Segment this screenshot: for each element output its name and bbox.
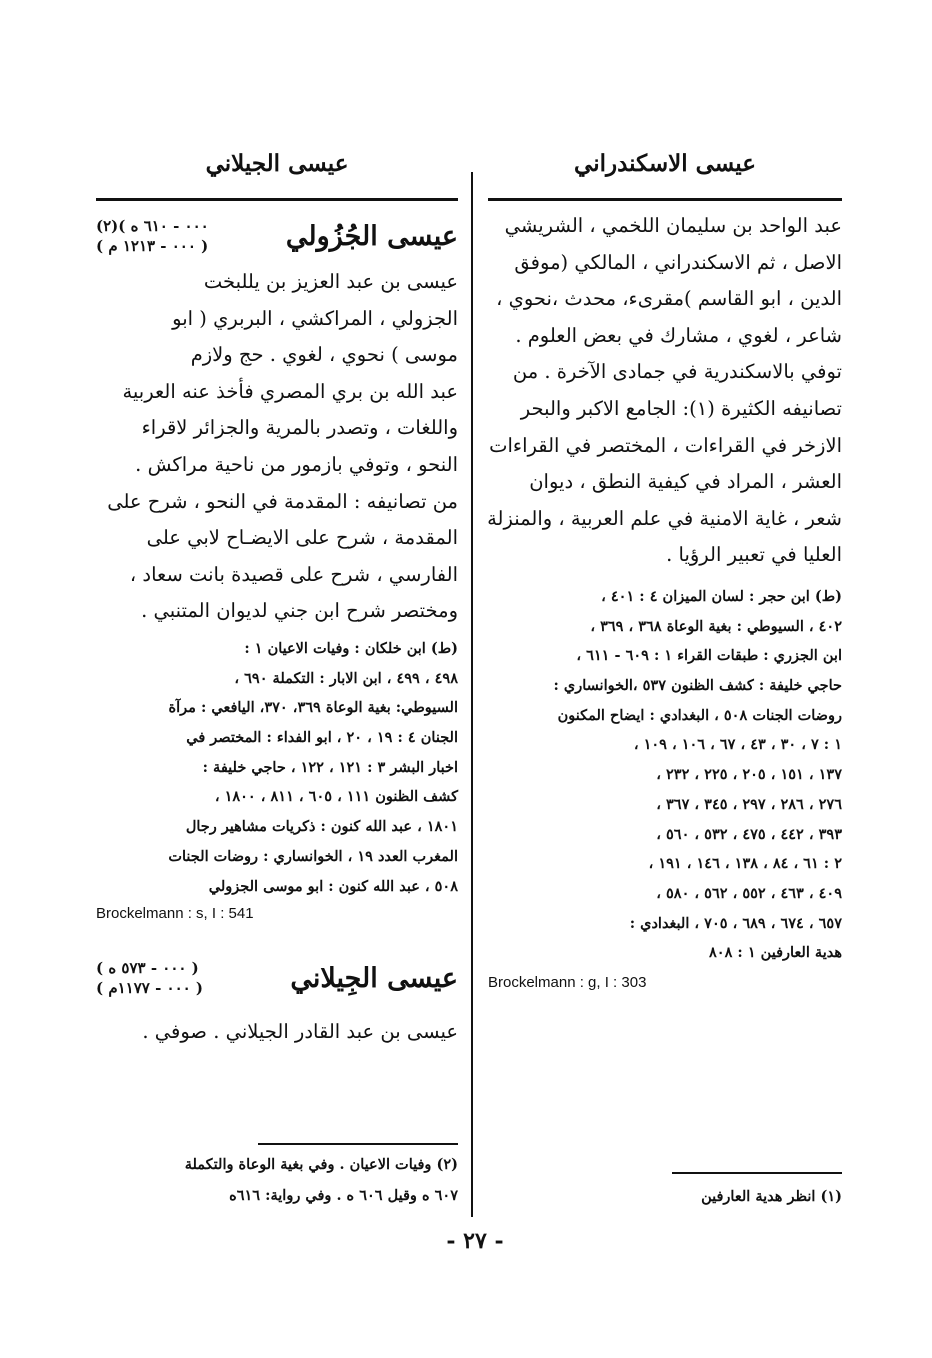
text-line: موسى ) نحوي ، لغوي . حج ولازم <box>190 343 458 367</box>
left-column <box>96 208 458 1051</box>
reference-line: ٦٥٧ ، ٦٧٤ ، ٦٨٩ ، ٧٠٥ ، البغدادي : <box>629 914 842 932</box>
left-column-header: عيسى الجيلاني <box>205 150 349 177</box>
reference-line: ٤٠٢ ، السيوطي : بغية الوعاة ٣٦٨ ، ٣٦٩ ، <box>590 617 842 635</box>
brockelmann-citation: Brockelmann : s, I : 541 <box>96 905 254 923</box>
reference-line: كشف الظنون ١١١ ، ٦٠٥ ، ٨١١ ، ١٨٠٠ ، <box>214 788 458 806</box>
reference-line: (ط) ابن خلكان : وفيات الاعيان ١ : <box>244 639 458 657</box>
text-line: عبد الله بن بري المصري فأخذ عنه العربية <box>122 379 458 403</box>
left-footnote-line: (٢) وفيات الاعيان . وفي بغية الوعاة والتكملة <box>184 1156 458 1173</box>
text-line: شعر ، غاية الامنية في علم العربية ، والمنزلة <box>487 506 842 530</box>
reference-line: هدية العارفين ١ : ٨٠٨ <box>709 944 842 962</box>
reference-line: الجنان ٤ : ١٩ ، ٢٠ ، ابو الفداء : المختصر في <box>186 729 458 747</box>
text-line: المقدمة ، شرح على الايضـاح لابي على <box>146 526 458 550</box>
text-line: عيسى بن عبد العزيز بن يللبخت <box>203 270 458 293</box>
entry-heading <box>96 948 458 1008</box>
text-line: الجزولي ، المراكشي ، البربري ( ابو <box>172 306 458 330</box>
text-line: الاصل ، ثم الاسكندراني ، المالكي (موفق <box>514 250 842 274</box>
text-line: واللغات ، وتصدر بالمرية والجزائر لاقراء <box>141 416 458 440</box>
entry-name: عيسى الجُزُولي <box>285 220 458 252</box>
text-line: عيسى بن عبد القادر الجيلاني . صوفي . <box>142 1020 458 1044</box>
text-line: الازخر في القراءات ، المختصر في القراءات <box>489 433 842 457</box>
reference-line: (ط) ابن حجر : لسان الميزان ٤ : ٤٠١ ، <box>601 587 842 605</box>
left-header-rule <box>96 198 458 201</box>
text-line: تصانيفه الكثيرة (١): الجامع الاكبر والبحر <box>520 396 842 420</box>
reference-line: ١٣٧ ، ١٥١ ، ٢٠٥ ، ٢٢٥ ، ٢٣٢ ، <box>656 766 842 784</box>
gregorian-dates: ( ٠٠٠ - ١١٧٧م ) <box>96 979 204 998</box>
right-footnote-rule <box>672 1172 842 1174</box>
gregorian-dates: ( ٠٠٠ - ١٢١٣ م ) <box>96 237 209 255</box>
reference-line: ٢٧٦ ، ٢٨٦ ، ٢٩٧ ، ٣٤٥ ، ٣٦٧ ، <box>656 795 842 813</box>
reference-line: ١ : ٧ ، ٣٠ ، ٤٣ ، ٦٧ ، ١٠٦ ، ١٠٩ ، <box>633 736 842 754</box>
reference-line: ٢ : ٦١ ، ٨٤ ، ١٣٨ ، ١٤٦ ، ١٩١ ، <box>648 855 842 873</box>
text-line: العليا في تعبير الرؤيا . <box>666 543 842 567</box>
page-number: - ٢٧ - <box>446 1228 504 1254</box>
right-column <box>488 208 842 991</box>
left-references <box>96 634 458 901</box>
left-footnote-rule <box>258 1143 458 1145</box>
reference-line: ٤٠٩ ، ٤٦٣ ، ٥٥٢ ، ٥٦٢ ، ٥٨٠ ، <box>656 884 842 902</box>
right-body-text <box>488 208 842 574</box>
hijri-dates: (٢)( ٠٠٠ - ٦١٠ ه <box>96 217 209 235</box>
reference-line: اخبار البشر ٣ : ١٢١ ، ١٢٢ ، حاجي خليفة : <box>202 758 458 776</box>
text-line: من تصانيفه : المقدمة في النحو ، شرح على <box>107 489 458 513</box>
entry-heading <box>96 208 458 264</box>
reference-line: ٣٩٣ ، ٤٤٢ ، ٤٧٥ ، ٥٣٢ ، ٥٦٠ ، <box>656 825 842 843</box>
reference-line: ابن الجزري : طبقات القراء ١ : ٦٠٩ - ٦١١ ، <box>576 647 842 665</box>
reference-line: ٤٩٨ ، ٤٩٩ ، ابن الابار : التكملة ٦٩٠ ، <box>234 669 458 687</box>
right-header-rule <box>488 198 842 201</box>
left-footnote-line: ٦٠٧ ه وقيل ٦٠٦ ه . وفي رواية: ٦١٦ه <box>229 1187 458 1204</box>
right-references <box>488 582 842 968</box>
reference-line: روضات الجنات ٥٠٨ ، البغدادي : ايضاح المكنون <box>557 706 842 724</box>
text-line: العشر ، المراد في كيفية النطق ، ديوان <box>529 470 842 494</box>
entry-dates <box>96 958 203 998</box>
reference-line: المغرب العدد ١٩ ، الخوانساري : روضات الجنات <box>168 847 458 865</box>
brockelmann-citation: Brockelmann : g, I : 303 <box>488 974 647 992</box>
reference-line: حاجي خليفة : كشف الظنون ٥٣٧ ،الخوانساري : <box>553 677 842 695</box>
text-line: النحو ، وتوفي بازمور من ناحية مراكش . <box>135 452 458 476</box>
entry-dates <box>96 216 209 256</box>
reference-line: ١٨٠١ ، عبد الله كنون : ذكريات مشاهير رجال <box>185 818 458 836</box>
entry-name: عيسى الجِيلاني <box>290 962 458 994</box>
text-line: الفارسي ، شرح على قصيدة بانت سعاد ، <box>129 562 458 586</box>
text-line: عبد الواحد بن سليمان اللخمي ، الشريشي <box>504 214 842 237</box>
right-column-header: عيسى الاسكندراني <box>574 150 756 177</box>
column-divider <box>471 172 473 1217</box>
text-line: شاعر ، لغوي ، مشارك في بعض العلوم . <box>515 323 842 347</box>
reference-line: السيوطي: بغية الوعاة ٣٦٩، ٣٧٠، اليافعي : مرآة <box>168 699 458 717</box>
left-body-text <box>96 264 458 630</box>
reference-line: ٥٠٨ ، عبد الله كنون : ابو موسى الجزولي <box>208 877 458 895</box>
text-line: ومختصر شرح ابن جني لديوان المتنبي . <box>141 599 458 623</box>
hijri-dates: ( ٠٠٠ - ٥٧٣ ه ) <box>96 959 199 978</box>
text-line: توفي بالاسكندرية في جمادى الآخرة . من <box>512 360 842 384</box>
right-footnote: (١) انظر هدية العارفين <box>701 1188 842 1205</box>
text-line: الدين ، ابو القاسم )مقرىء، محدث ،نحوي ، <box>496 287 842 311</box>
